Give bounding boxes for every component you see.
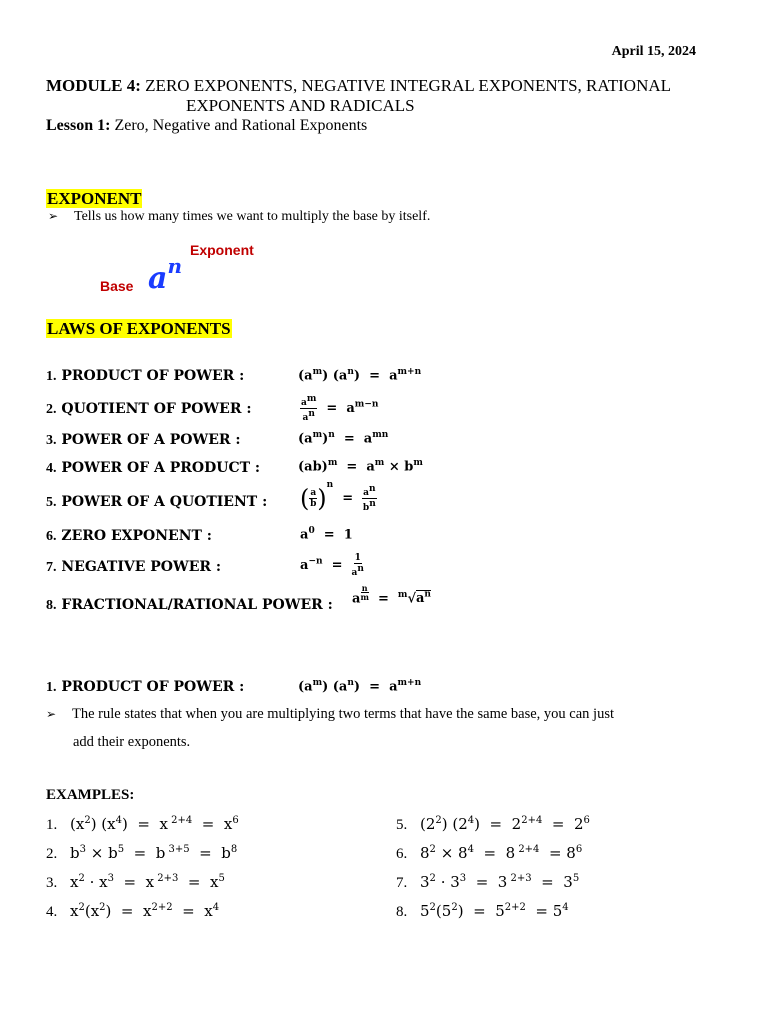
- lesson-label: Lesson 1:: [46, 117, 111, 134]
- law-2-formula: $\frac{a^m}{a^n}$ = $a^{m-n}$: [301, 394, 379, 423]
- laws-heading: LAWS OF EXPONENTS: [47, 319, 231, 338]
- law-8: 8. FRACTIONAL/RATIONAL POWER :: [46, 597, 333, 613]
- law-6: 6. ZERO EXPONENT :: [46, 528, 212, 544]
- product-rule-line2: add their exponents.: [73, 734, 191, 750]
- arrow-bullet-icon: ➢: [48, 209, 59, 223]
- date: April 15, 2024: [611, 44, 696, 59]
- module-label: MODULE 4:: [46, 76, 141, 95]
- law-1: 1. PRODUCT OF POWER :: [46, 368, 245, 384]
- product-heading: 1. PRODUCT OF POWER :: [46, 679, 245, 695]
- law-6-formula: $a^0 = 1$: [300, 526, 353, 543]
- exponent-label: Exponent: [190, 242, 254, 258]
- arrow-bullet-icon: ➢: [46, 707, 57, 721]
- example-4: 4. $x^2(x^2) = x^{2+2} = x^4$: [46, 902, 220, 920]
- module-title-line1: ZERO EXPONENTS, NEGATIVE INTEGRAL EXPONENTS, RATIONAL: [145, 76, 672, 95]
- law-3: 3. POWER OF A POWER :: [46, 432, 241, 448]
- example-6: 6. $8^2 \times 8^4 = 8$ $^{2+4} = 8^6$: [396, 844, 583, 862]
- base-label: Base: [100, 278, 134, 294]
- law-2: 2. QUOTIENT OF POWER :: [46, 401, 252, 417]
- law-7-formula: $a^{-n}$ = $\frac{1}{a^n}$: [300, 553, 364, 578]
- law-4-formula: $(ab)^m = a^m \times b^m$: [298, 458, 423, 475]
- lesson-heading: [46, 117, 367, 135]
- example-8: 8. $5^2(5^2) = 5^{2+2} = 5^4$: [396, 902, 569, 920]
- law-3-formula: $(a^m)^n = a^{mn}$: [298, 430, 389, 447]
- law-8-formula: a $\frac{n}{m}$ = $^m√a^n$: [352, 583, 431, 607]
- product-formula: $(a^m) (a^n) = a^{m+n}$: [298, 678, 422, 695]
- law-7: 7. NEGATIVE POWER :: [46, 559, 222, 575]
- example-7: 7. $3^2 \cdot 3^3 = 3$ $^{2+3} = 3^5$: [396, 873, 580, 891]
- power-expression: $a^n$: [148, 254, 182, 296]
- law-1-formula: $(a^m) (a^n) = a^{m+n}$: [298, 367, 422, 384]
- module-title-line2: EXPONENTS AND RADICALS: [186, 96, 415, 115]
- law-4: 4. POWER OF A PRODUCT :: [46, 460, 261, 476]
- law-5-formula: ( $\frac{a}{b}$ )$^n$ = $\frac{a^n}{b^n}$: [300, 479, 376, 513]
- exponent-bullet: ➢ Tells us how many times we want to multiply the base by itself.: [48, 209, 431, 224]
- example-3: 3. $x^2 \cdot x^3 = x$ $^{2+3} = x^5$: [46, 873, 225, 891]
- exponent-heading: EXPONENT: [47, 189, 142, 208]
- lesson-title: Zero, Negative and Rational Exponents: [114, 117, 368, 134]
- examples-heading: EXAMPLES:: [46, 787, 135, 803]
- law-5: 5. POWER OF A QUOTIENT :: [46, 494, 268, 510]
- module-heading: [46, 76, 671, 96]
- example-2: 2. $b^3 \times b^5 = b$ $^{3+5} = b^8$: [46, 844, 238, 862]
- example-5: 5. $(2^2) (2^4) = 2^{2+4} = 2^6$: [396, 815, 590, 833]
- product-rule-line1: ➢ The rule states that when you are multiplying two terms that have the same base, you can just: [46, 706, 614, 722]
- example-1: 1. $(x^2) (x^4) = x$ $^{2+4} = x^6$: [46, 815, 239, 833]
